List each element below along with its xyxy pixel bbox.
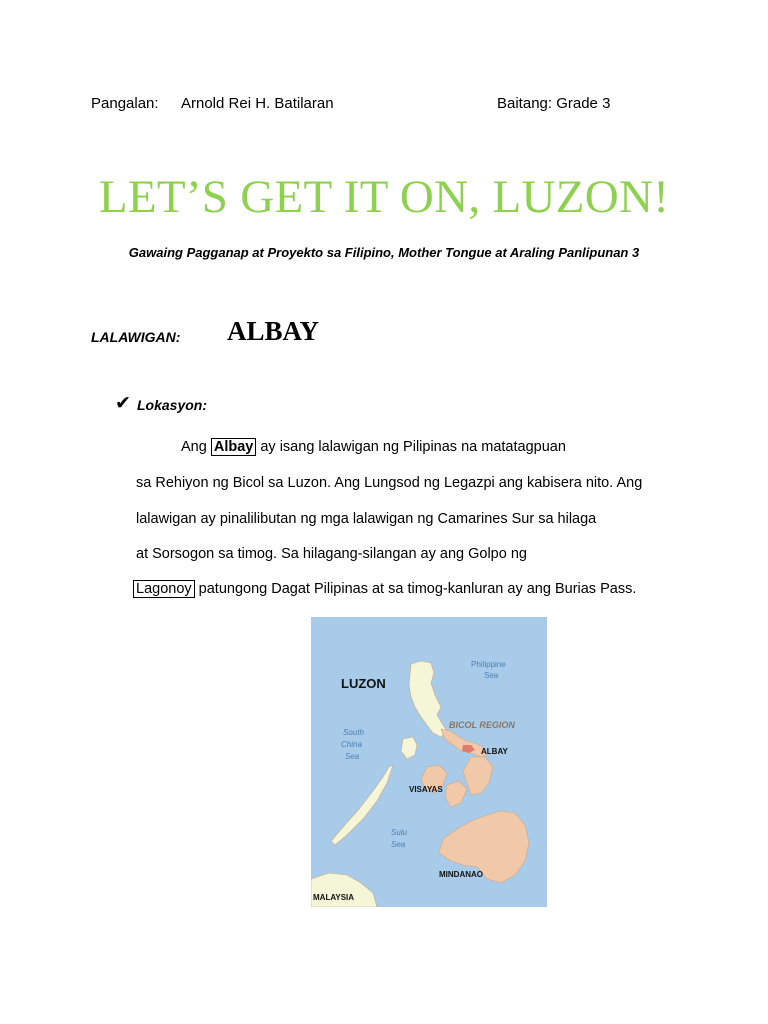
map-label-south-china-sea: China [341,740,362,749]
map-label-malaysia: MALAYSIA [313,893,355,902]
map-label-mindanao: MINDANAO [439,870,483,879]
paragraph-line: lalawigan ay pinalilibutan ng mga lalawigan ng Camarines Sur sa hilaga [136,511,597,527]
name-value: Arnold Rei H. Batilaran [181,95,334,112]
map-label-philippine-sea: Philippine [471,660,506,669]
map-label-south-china-sea: Sea [345,752,360,761]
map-label-visayas: VISAYAS [409,785,443,794]
name-label: Pangalan: [91,95,159,112]
boxed-term: Lagonoy [133,580,195,598]
page-subtitle: Gawaing Pagganap at Proyekto sa Filipino, Mother Tongue at Araling Panlipunan 3 [128,245,640,260]
map-label-sulu-sea: Sea [391,840,406,849]
map-label-philippine-sea: Sea [484,671,499,680]
province-name: ALBAY [227,316,320,346]
map-label-luzon: LUZON [341,676,386,691]
paragraph-line: at Sorsogon sa timog. Sa hilagang-silangan ay ang Golpo ng [136,546,527,562]
map-label-south-china-sea: South [343,728,364,737]
location-label: Lokasyon: [137,397,208,413]
boxed-term: Albay [211,438,257,456]
map-label-bicol-region: BICOL REGION [449,720,515,730]
philippines-map [311,617,547,907]
grade-label: Baitang: Grade 3 [497,95,611,112]
paragraph-line [133,581,636,597]
check-icon: ✔ [115,392,131,414]
map-label-albay: ALBAY [481,747,508,756]
province-label: LALAWIGAN: [91,329,181,345]
paragraph-line [181,439,566,455]
text-fragment: Ang [181,439,211,455]
map-label-sulu-sea: Sulu [391,828,408,837]
text-fragment: patungong Dagat Pilipinas at sa timog-kanluran ay ang Burias Pass. [194,581,637,597]
paragraph-line: sa Rehiyon ng Bicol sa Luzon. Ang Lungsod ng Legazpi ang kabisera nito. Ang [136,475,643,491]
text-fragment: ay isang lalawigan ng Pilipinas na matatagpuan [256,439,566,455]
page-title: LET’S GET IT ON, LUZON! [98,171,670,223]
